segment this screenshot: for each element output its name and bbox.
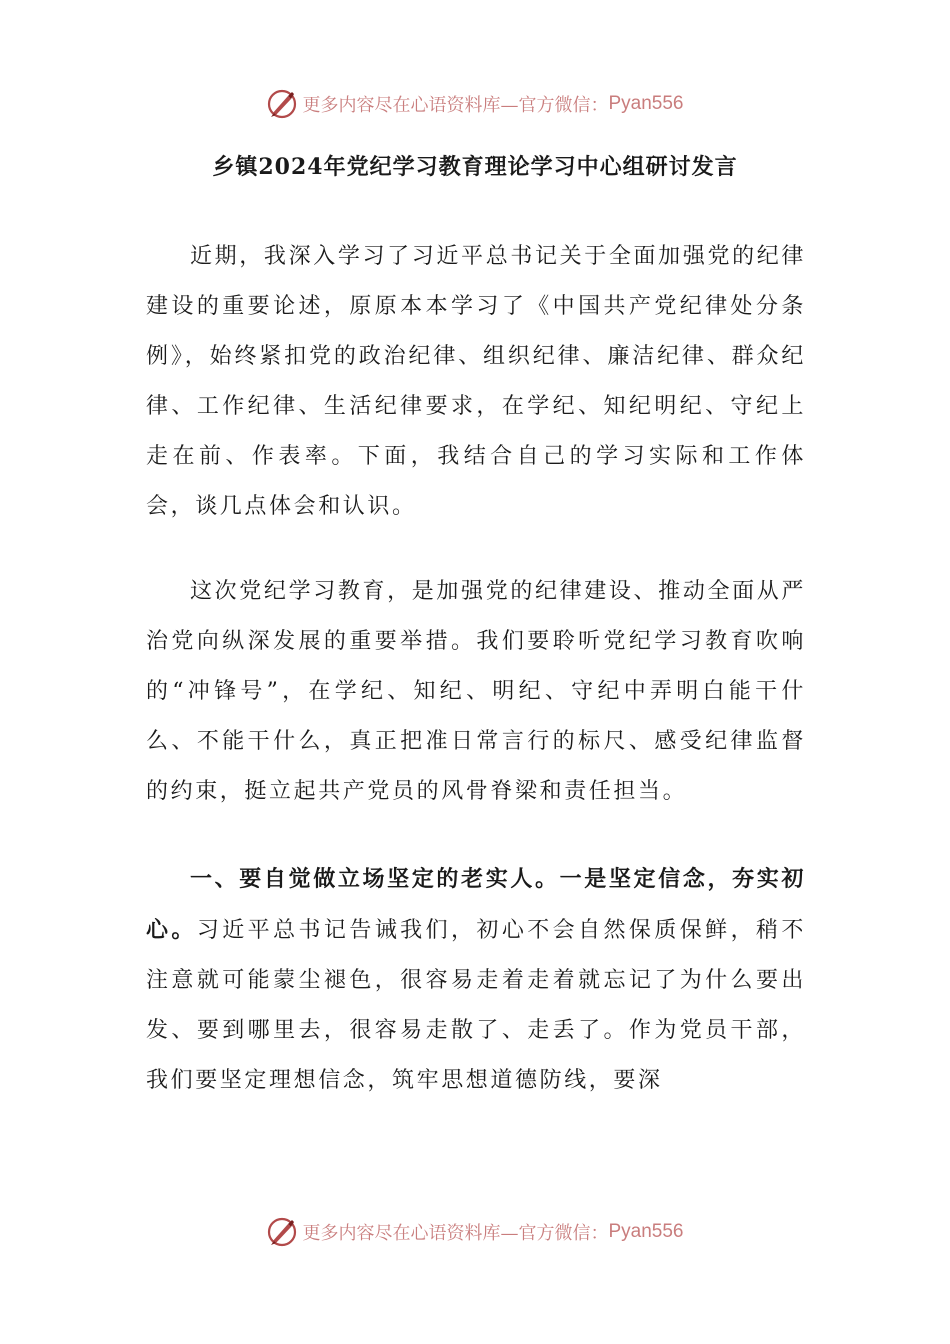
paragraph-1: 近期，我深入学习了习近平总书记关于全面加强党的纪律建设的重要论述，原原本本学习了《中国共产党纪律处分条例》，始终紧扣党的政治纪律、组织纪律、廉洁纪律、群众纪律、工作纪律、生活纪律要求，在学纪、知纪明纪、守纪上走在前、作表率。下面，我结合自己的学习实际和工作体会，谈几点体会和认识。 — [146, 244, 806, 519]
watermark-wechat-id: Pyan556 — [608, 93, 684, 114]
watermark-wechat-id: Pyan556 — [608, 1221, 684, 1242]
document-body — [146, 232, 806, 1106]
paragraph-3-text: 习近平总书记告诫我们，初心不会自然保质保鲜，稍不注意就可能蒙尘褪色，很容易走着走着就忘记了为什么要出发、要到哪里去，很容易走散了、走丢了。作为党员干部，我们要坚定理想信念，筑牢思想道德防线，要深 — [146, 918, 807, 1093]
watermark-text: 更多内容尽在心语资料库—官方微信： — [302, 1223, 609, 1244]
paragraph-3-heading: 一、要自觉做立场坚定的老实人。一是坚定信念，夯实初心。 — [146, 866, 806, 943]
watermark-header — [0, 84, 950, 124]
pen-logo-icon — [266, 1216, 298, 1248]
paragraph-3 — [146, 854, 806, 1106]
watermark-footer — [0, 1212, 950, 1252]
paragraph-2: 这次党纪学习教育，是加强党的纪律建设、推动全面从严治党向纵深发展的重要举措。我们要聆听党纪学习教育吹响的“冲锋号”，在学纪、知纪、明纪、守纪中弄明白能干什么、不能干什么，真正把准日常言行的标尺、感受纪律监督的约束，挺立起共产党员的风骨脊梁和责任担当。 — [146, 579, 806, 804]
pen-logo-icon — [266, 88, 298, 120]
watermark-text: 更多内容尽在心语资料库—官方微信： — [302, 95, 609, 116]
document-title: 乡镇2024年党纪学习教育理论学习中心组研讨发言 — [212, 154, 738, 180]
